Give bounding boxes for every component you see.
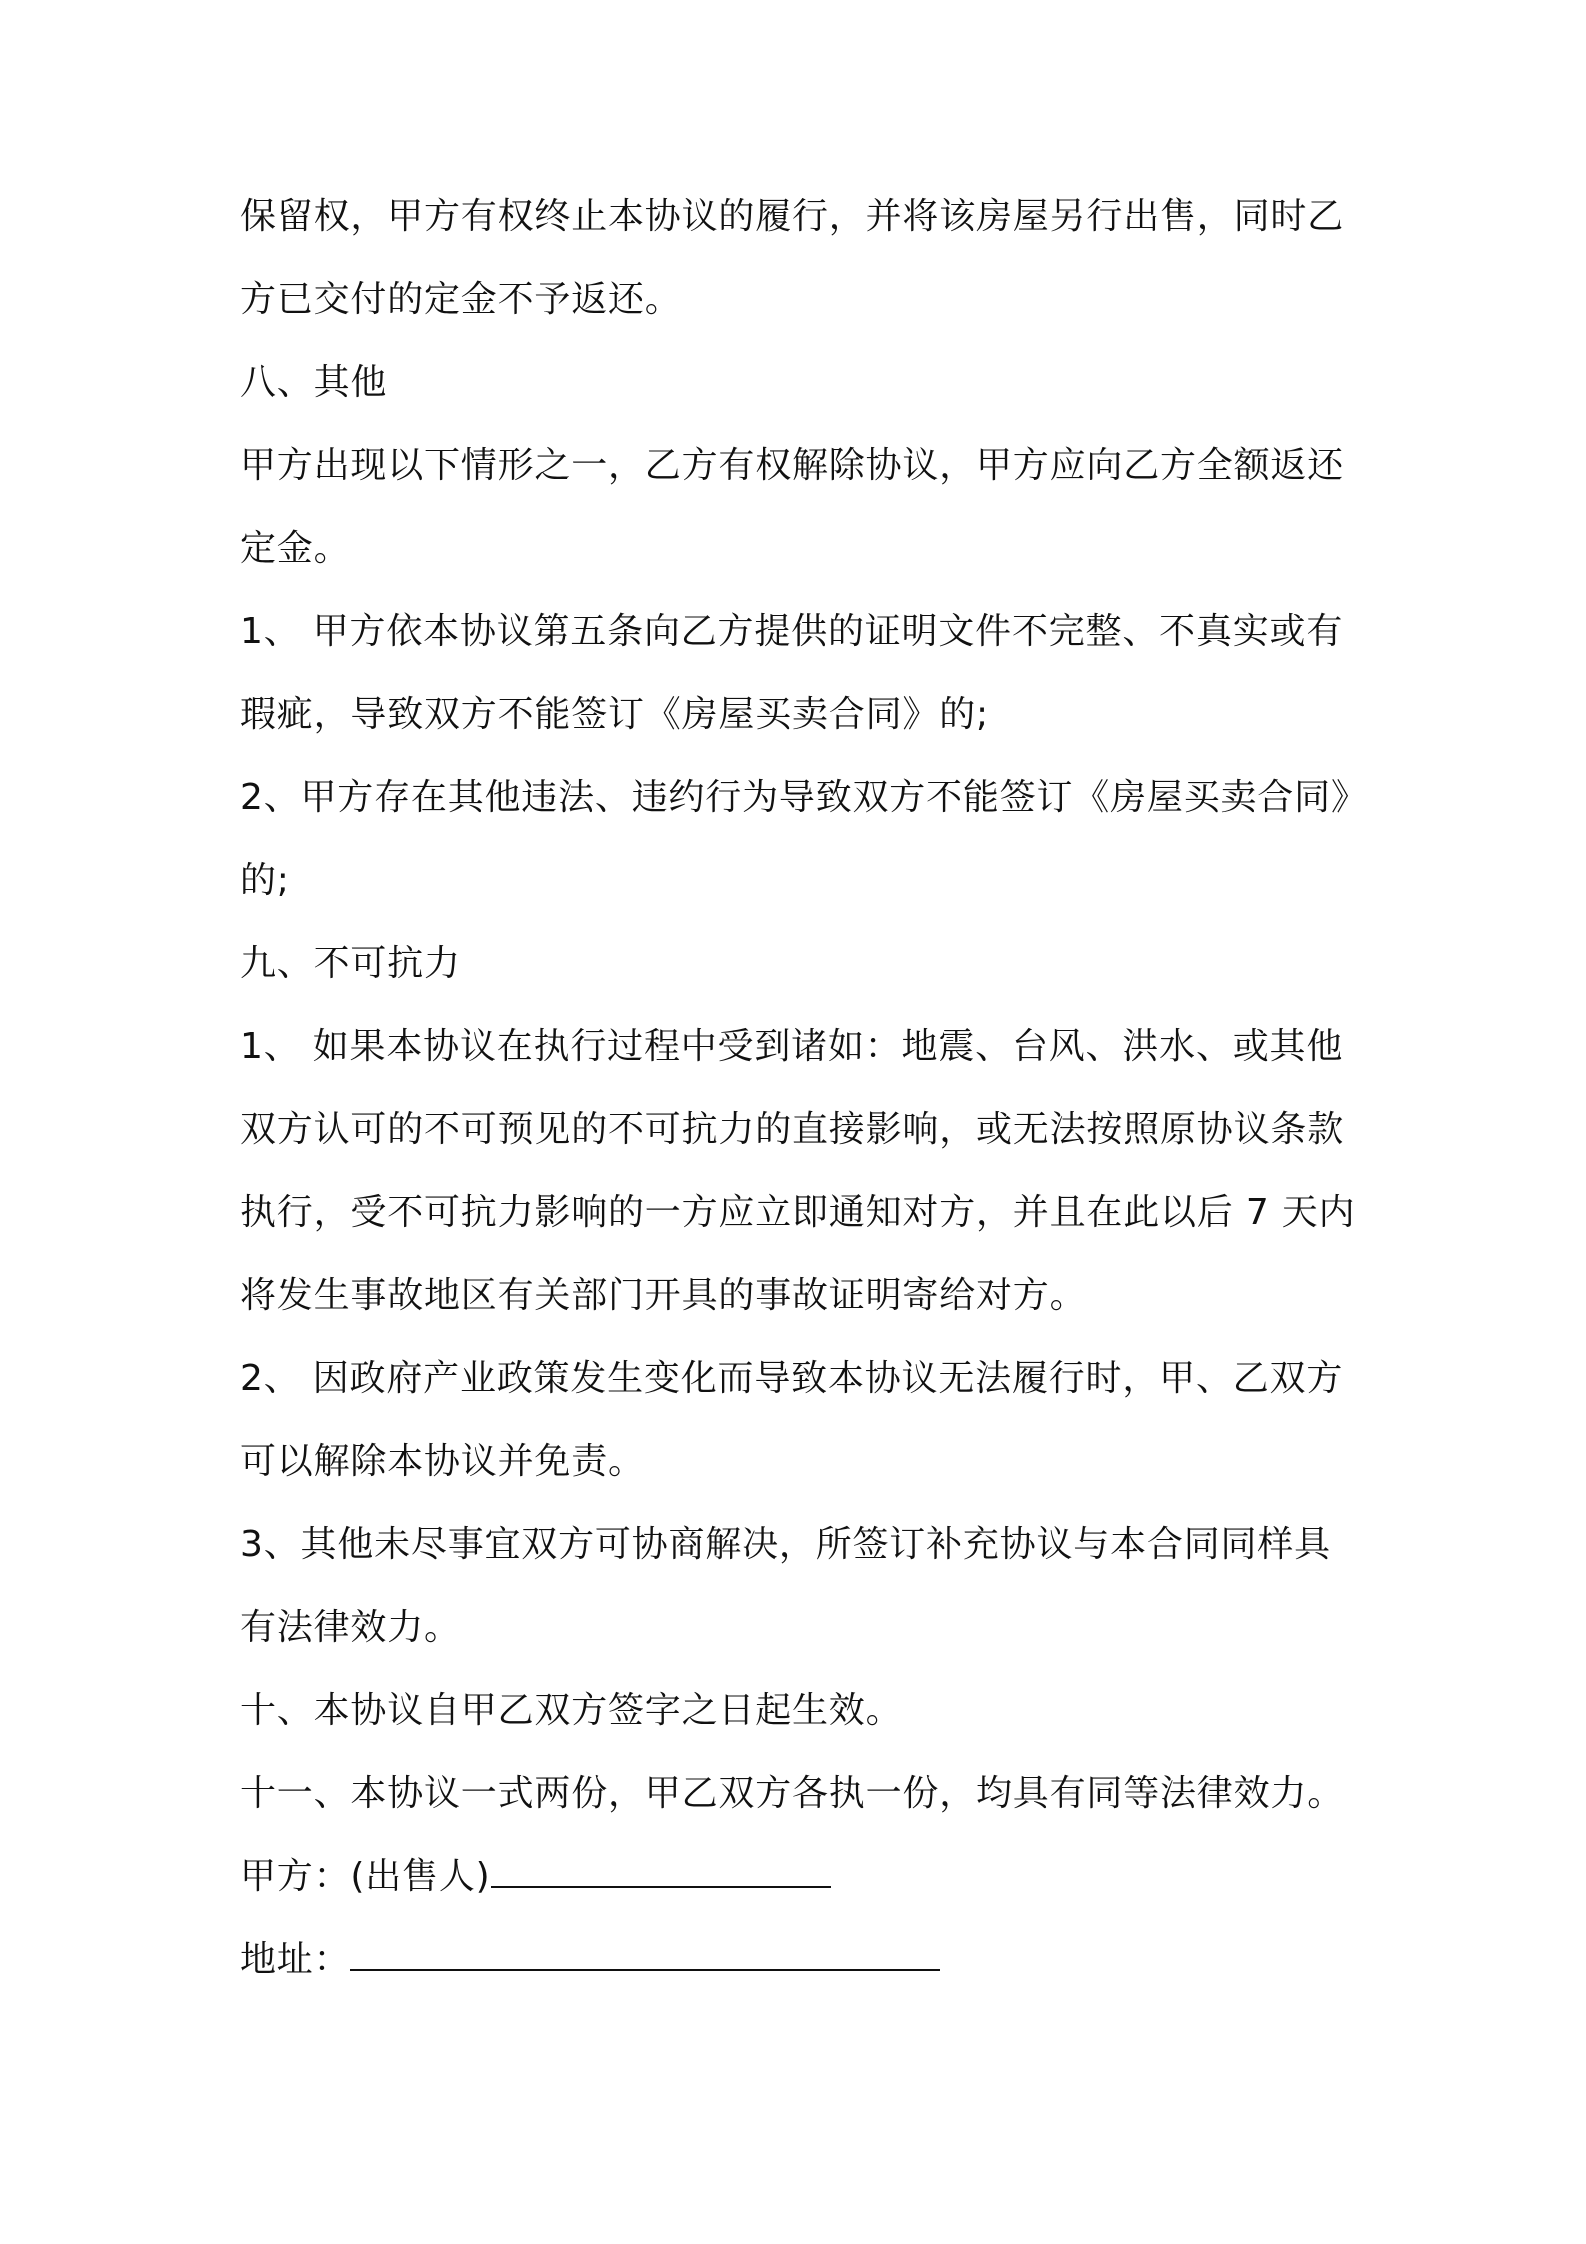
seller-signature-line bbox=[240, 1856, 1360, 1897]
text-line: 保留权，甲方有权终止本协议的履行，并将该房屋另行出售，同时乙 bbox=[240, 196, 1345, 237]
text-line: 执行，受不可抗力影响的一方应立即通知对方，并且在此以后 7 天内 bbox=[240, 1192, 1356, 1233]
text-line: 定金。 bbox=[240, 528, 351, 569]
text-line: 2、甲方存在其他违法、违约行为导致双方不能签订《房屋买卖合同》 bbox=[240, 777, 1368, 818]
section-heading-copies: 十一、本协议一式两份，甲乙双方各执一份，均具有同等法律效力。 bbox=[240, 1773, 1345, 1814]
text-line: 2、 因政府产业政策发生变化而导致本协议无法履行时，甲、乙双方 bbox=[240, 1358, 1344, 1399]
address-blank bbox=[350, 1939, 940, 1971]
document-body bbox=[240, 196, 1368, 2022]
text-line: 有法律效力。 bbox=[240, 1607, 461, 1648]
text-line: 将发生事故地区有关部门开具的事故证明寄给对方。 bbox=[240, 1275, 1087, 1316]
section-heading-force-majeure: 九、不可抗力 bbox=[240, 943, 461, 984]
text-line: 1、 如果本协议在执行过程中受到诸如：地震、台风、洪水、或其他 bbox=[240, 1026, 1344, 1067]
address-line bbox=[240, 1939, 1360, 1980]
text-line: 可以解除本协议并免责。 bbox=[240, 1441, 645, 1482]
text-line: 双方认可的不可预见的不可抗力的直接影响，或无法按照原协议条款 bbox=[240, 1109, 1345, 1150]
section-heading-other: 八、其他 bbox=[240, 362, 388, 403]
section-heading-effective: 十、本协议自甲乙双方签字之日起生效。 bbox=[240, 1690, 903, 1731]
address-label: 地址： bbox=[240, 1939, 351, 1980]
text-line: 甲方出现以下情形之一，乙方有权解除协议，甲方应向乙方全额返还 bbox=[240, 445, 1345, 486]
text-line: 3、其他未尽事宜双方可协商解决，所签订补充协议与本合同同样具 bbox=[240, 1524, 1331, 1565]
text-line: 1、 甲方依本协议第五条向乙方提供的证明文件不完整、不真实或有 bbox=[240, 611, 1344, 652]
seller-label: 甲方：(出售人) bbox=[240, 1856, 491, 1897]
text-line: 的; bbox=[240, 860, 290, 901]
text-line: 瑕疵，导致双方不能签订《房屋买卖合同》的; bbox=[240, 694, 989, 735]
text-line: 方已交付的定金不予返还。 bbox=[240, 279, 682, 320]
seller-blank bbox=[491, 1856, 831, 1888]
